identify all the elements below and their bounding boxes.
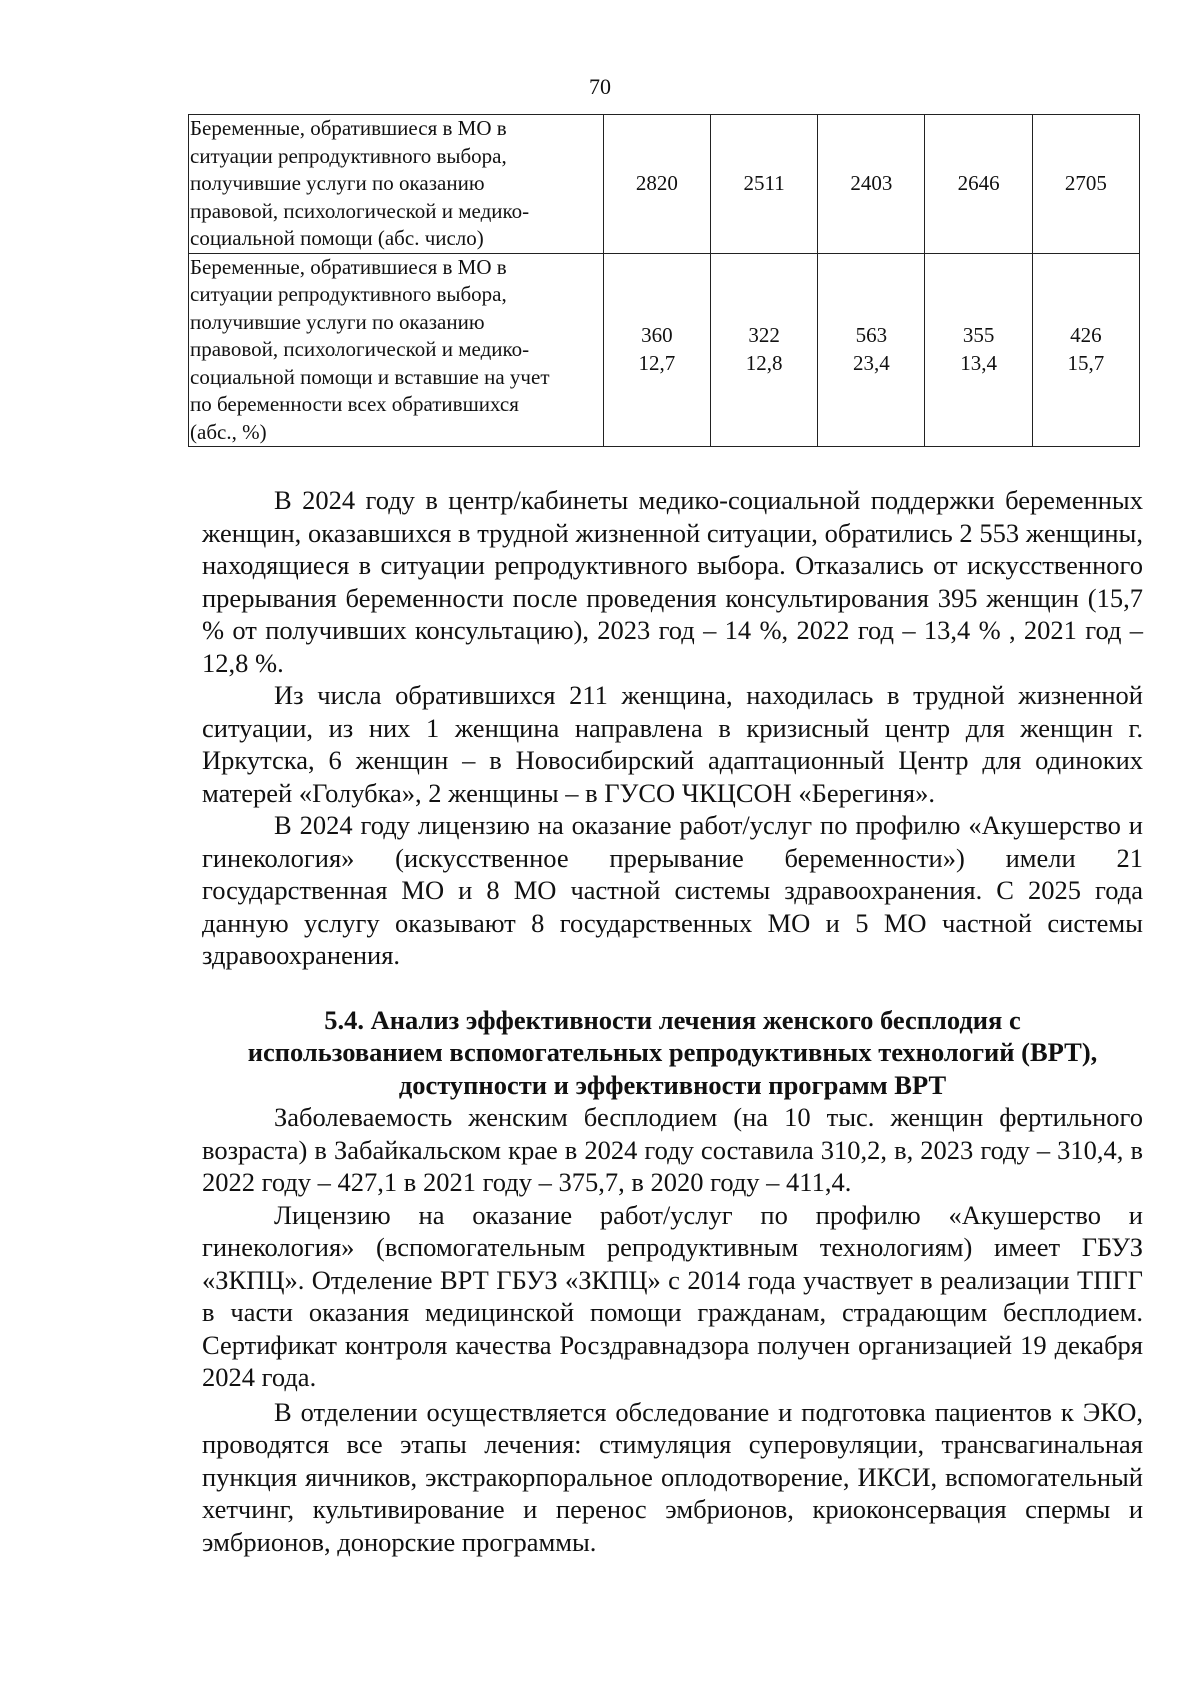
cell-value: 2820	[635, 171, 678, 195]
table-cell	[1032, 115, 1139, 254]
label-line: получившие услуги по оказанию	[190, 309, 485, 334]
label-line: Беременные, обратившиеся в МО в	[190, 254, 507, 279]
cell-value: 2646	[957, 171, 1000, 195]
cell-value-percent: 12,7	[638, 350, 676, 375]
label-line: по беременности всех обратившихся	[190, 392, 519, 416]
section-heading-line: 5.4. Анализ эффективности лечения женского бесплодия с	[324, 1004, 1021, 1035]
table-cell	[603, 115, 710, 254]
table-cell	[818, 115, 925, 254]
section-heading-line: использованием вспомогательных репродуктивных технологий (ВРТ),	[247, 1037, 1098, 1067]
cell-value-percent: 23,4	[852, 350, 890, 375]
paragraph: Из числа обратившихся 211 женщина, находилась в трудной жизненной ситуации, из них 1 женщина направлена в кризисный центр для женщин г. Иркутска, 6 женщин – в Новосибирский адаптационный Центр для одиноких матерей «Голубка», 2 женщины – в ГУСО ЧКЦСОН «Берегиня».	[202, 680, 1143, 808]
row-label	[189, 115, 604, 254]
paragraph: В 2024 году лицензию на оказание работ/услуг по профилю «Акушерство и гинекология» (искусственное прерывание беременности») имели 21 государственная МО и 8 МО частной системы здравоохранения. С 2025 года данную услугу оказывают 8 государственных МО и 5 МО частной системы здравоохранения.	[202, 810, 1143, 970]
label-line: правовой, психологической и медико-	[190, 337, 530, 361]
cell-value-abs: 322	[748, 323, 780, 348]
table-cell	[925, 115, 1032, 254]
cell-value-abs: 360	[641, 323, 673, 348]
table-cell	[711, 253, 818, 447]
label-line: правовой, психологической и медико-	[190, 198, 530, 223]
cell-value-percent: 12,8	[745, 350, 783, 375]
table-cell	[1032, 253, 1139, 447]
label-line: получившие услуги по оказанию	[190, 171, 485, 195]
table-cell	[818, 253, 925, 447]
section-heading	[202, 1004, 1143, 1102]
statistics-table	[188, 114, 1140, 447]
label-line: ситуации репродуктивного выбора,	[190, 282, 507, 306]
section-heading-line: доступности и эффективности программ ВРТ	[398, 1069, 947, 1100]
cell-value-percent: 13,4	[960, 350, 997, 375]
cell-value-abs: 426	[1070, 323, 1102, 348]
cell-value: 2403	[850, 171, 893, 195]
paragraph: В 2024 году в центр/кабинеты медико-социальной поддержки беременных женщин, оказавшихся в трудной жизненной ситуации, обратились 2 553 женщины, находящиеся в ситуации репродуктивного выбора. Отказались от искусственного прерывания беременности после проведения консультирования 395 женщин (15,7 % от получивших консультацию), 2023 год – 14 %, 2022 год – 13,4 % , 2021 год – 12,8 %.	[202, 485, 1143, 678]
cell-value-abs: 563	[855, 323, 888, 348]
label-line: ситуации репродуктивного выбора,	[190, 143, 507, 168]
label-line: социальной помощи и вставшие на учет	[190, 364, 550, 389]
label-line: социальной помощи (абс. число)	[190, 226, 484, 250]
row-label	[189, 253, 604, 447]
label-line: (абс., %)	[190, 419, 267, 444]
cell-value: 2511	[743, 171, 785, 195]
table-row	[189, 115, 1140, 254]
table-row	[189, 253, 1140, 447]
paragraph: В отделении осуществляется обследование и подготовка пациентов к ЭКО, проводятся все этапы лечения: стимуляция суперовуляции, трансвагинальная пункция яичников, экстракорпоральное оплодотворение, ИКСИ, вспомогательный хетчинг, культивирование и перенос эмбрионов, криоконсервация спермы и эмбрионов, донорские программы.	[202, 1396, 1143, 1557]
table-cell	[925, 253, 1032, 447]
table-cell	[711, 115, 818, 254]
paragraph: Заболеваемость женским бесплодием (на 10 тыс. женщин фертильного возраста) в Забайкальском крае в 2024 году составила 310,2, в, 2023 году – 310,4, в 2022 году – 427,1 в 2021 году – 375,7, в 2020 году – 411,4.	[202, 1102, 1143, 1197]
document-body	[202, 484, 1143, 1558]
cell-value: 2705	[1064, 171, 1107, 195]
label-line: Беременные, обратившиеся в МО в	[190, 116, 507, 140]
paragraph: Лицензию на оказание работ/услуг по профилю «Акушерство и гинекология» (вспомогательным репродуктивным технологиям) имеет ГБУЗ «ЗКПЦ». Отделение ВРТ ГБУЗ «ЗКПЦ» с 2014 года участвует в реализации ТПГГ в части оказания медицинской помощи гражданам, страдающим бесплодием. Сертификат контроля качества Росздравнадзора получен организацией 19 декабря 2024 года.	[202, 1199, 1143, 1392]
cell-value-abs: 355	[962, 323, 995, 348]
table-cell	[603, 253, 710, 447]
page-number: 70	[589, 74, 611, 99]
cell-value-percent: 15,7	[1067, 350, 1105, 375]
